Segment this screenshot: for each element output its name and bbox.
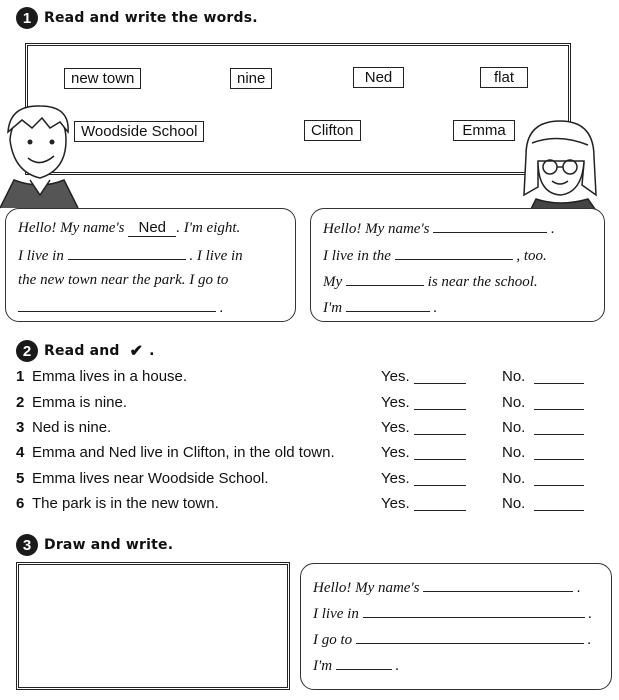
section-3-title: Draw and write. — [44, 537, 174, 553]
ned-line2-start: I live in — [18, 248, 64, 264]
emma-line3-start: My — [323, 274, 343, 290]
emma-line1-start: Hello! My name's — [323, 221, 430, 237]
girl-illustration — [512, 115, 607, 220]
list-item — [16, 470, 596, 492]
yes-label: Yes. — [381, 419, 410, 436]
ned-line3: the new town near the park. I go to — [18, 272, 229, 288]
item-number: 4 — [16, 444, 25, 461]
ned-line2-end: . I live in — [189, 248, 243, 264]
yes-label: Yes. — [381, 444, 410, 461]
ned-line4-dot: . — [219, 300, 224, 316]
section-2-number: 2 — [16, 340, 38, 362]
yes-blank[interactable] — [414, 510, 466, 511]
yes-blank[interactable] — [414, 409, 466, 410]
emma-line2-end: , too. — [516, 248, 547, 264]
self-line1-start: Hello! My name's — [313, 580, 420, 596]
yes-blank[interactable] — [414, 459, 466, 460]
item-text: Ned is nine. — [32, 419, 112, 436]
no-label: No. — [502, 444, 526, 461]
item-text: Emma lives in a house. — [32, 368, 188, 385]
self-school-blank[interactable] — [356, 630, 584, 644]
section-1-title: Read and write the words. — [44, 10, 258, 26]
section-1-number: 1 — [16, 7, 38, 29]
emma-line1-blank[interactable] — [433, 219, 547, 233]
word-nine: nine — [230, 68, 272, 89]
no-label: No. — [502, 368, 526, 385]
self-line2-start: I live in — [313, 606, 359, 622]
no-label: No. — [502, 419, 526, 436]
self-line3-dot: . — [587, 632, 592, 648]
ned-line1-end: . I'm eight. — [176, 220, 241, 236]
item-text: The park is in the new town. — [32, 495, 219, 512]
section-2-header — [16, 340, 155, 362]
speech-bubble-ned — [5, 208, 296, 322]
emma-line2-start: I live in the — [323, 248, 391, 264]
word-ned: Ned — [353, 67, 404, 88]
emma-line1-dot: . — [551, 221, 555, 237]
yes-blank[interactable] — [414, 434, 466, 435]
boy-illustration — [0, 100, 80, 215]
yes-blank[interactable] — [414, 383, 466, 384]
emma-line3-end: is near the school. — [427, 274, 538, 290]
yes-label: Yes. — [381, 495, 410, 512]
no-blank[interactable] — [534, 434, 584, 435]
list-item — [16, 495, 596, 517]
section-2-title-end: . — [149, 343, 155, 359]
item-number: 6 — [16, 495, 25, 512]
speech-bubble-emma — [310, 208, 605, 322]
section-3-number: 3 — [16, 534, 38, 556]
no-label: No. — [502, 495, 526, 512]
item-text: Emma and Ned live in Clifton, in the old town. — [32, 444, 335, 461]
self-name-blank[interactable] — [423, 578, 573, 592]
section-2-title: Read and — [44, 343, 120, 359]
emma-line3-blank[interactable] — [346, 272, 424, 286]
self-age-blank[interactable] — [336, 656, 392, 670]
item-text: Emma is nine. — [32, 394, 128, 411]
yes-label: Yes. — [381, 394, 410, 411]
item-number: 2 — [16, 394, 25, 411]
yes-label: Yes. — [381, 470, 410, 487]
no-label: No. — [502, 470, 526, 487]
list-item — [16, 444, 596, 466]
self-line4-dot: . — [395, 658, 400, 674]
yes-blank[interactable] — [414, 485, 466, 486]
drawing-box[interactable] — [16, 562, 290, 690]
self-line2-dot: . — [588, 606, 593, 622]
word-box — [25, 43, 571, 175]
speech-bubble-self — [300, 563, 612, 690]
self-line4-start: I'm — [313, 658, 333, 674]
emma-line4-start: I'm — [323, 300, 343, 316]
list-item — [16, 368, 596, 390]
no-blank[interactable] — [534, 510, 584, 511]
ned-line4-blank[interactable] — [18, 298, 216, 312]
list-item — [16, 419, 596, 441]
list-item — [16, 394, 596, 416]
no-label: No. — [502, 394, 526, 411]
ned-line2-blank[interactable] — [68, 246, 186, 260]
word-emma: Emma — [453, 120, 515, 141]
item-number: 3 — [16, 419, 25, 436]
no-blank[interactable] — [534, 383, 584, 384]
section-3-header — [16, 534, 173, 556]
section-1-header — [16, 7, 258, 29]
no-blank[interactable] — [534, 409, 584, 410]
emma-line4-blank[interactable] — [346, 298, 430, 312]
check-mark-icon: ✔ — [129, 343, 144, 360]
ned-name-filled: Ned — [128, 219, 176, 237]
word-clifton: Clifton — [304, 120, 361, 141]
item-number: 5 — [16, 470, 25, 487]
word-flat: flat — [480, 67, 528, 88]
word-new-town: new town — [64, 68, 141, 89]
item-text: Emma lives near Woodside School. — [32, 470, 269, 487]
yes-label: Yes. — [381, 368, 410, 385]
no-blank[interactable] — [534, 459, 584, 460]
self-place-blank[interactable] — [363, 604, 585, 618]
self-line1-dot: . — [577, 580, 581, 596]
self-line3-start: I go to — [313, 632, 353, 648]
word-woodside-school: Woodside School — [74, 121, 204, 142]
ned-line1-start: Hello! My name's — [18, 220, 125, 236]
emma-line4-dot: . — [433, 300, 438, 316]
no-blank[interactable] — [534, 485, 584, 486]
emma-line2-blank[interactable] — [395, 246, 513, 260]
item-number: 1 — [16, 368, 25, 385]
